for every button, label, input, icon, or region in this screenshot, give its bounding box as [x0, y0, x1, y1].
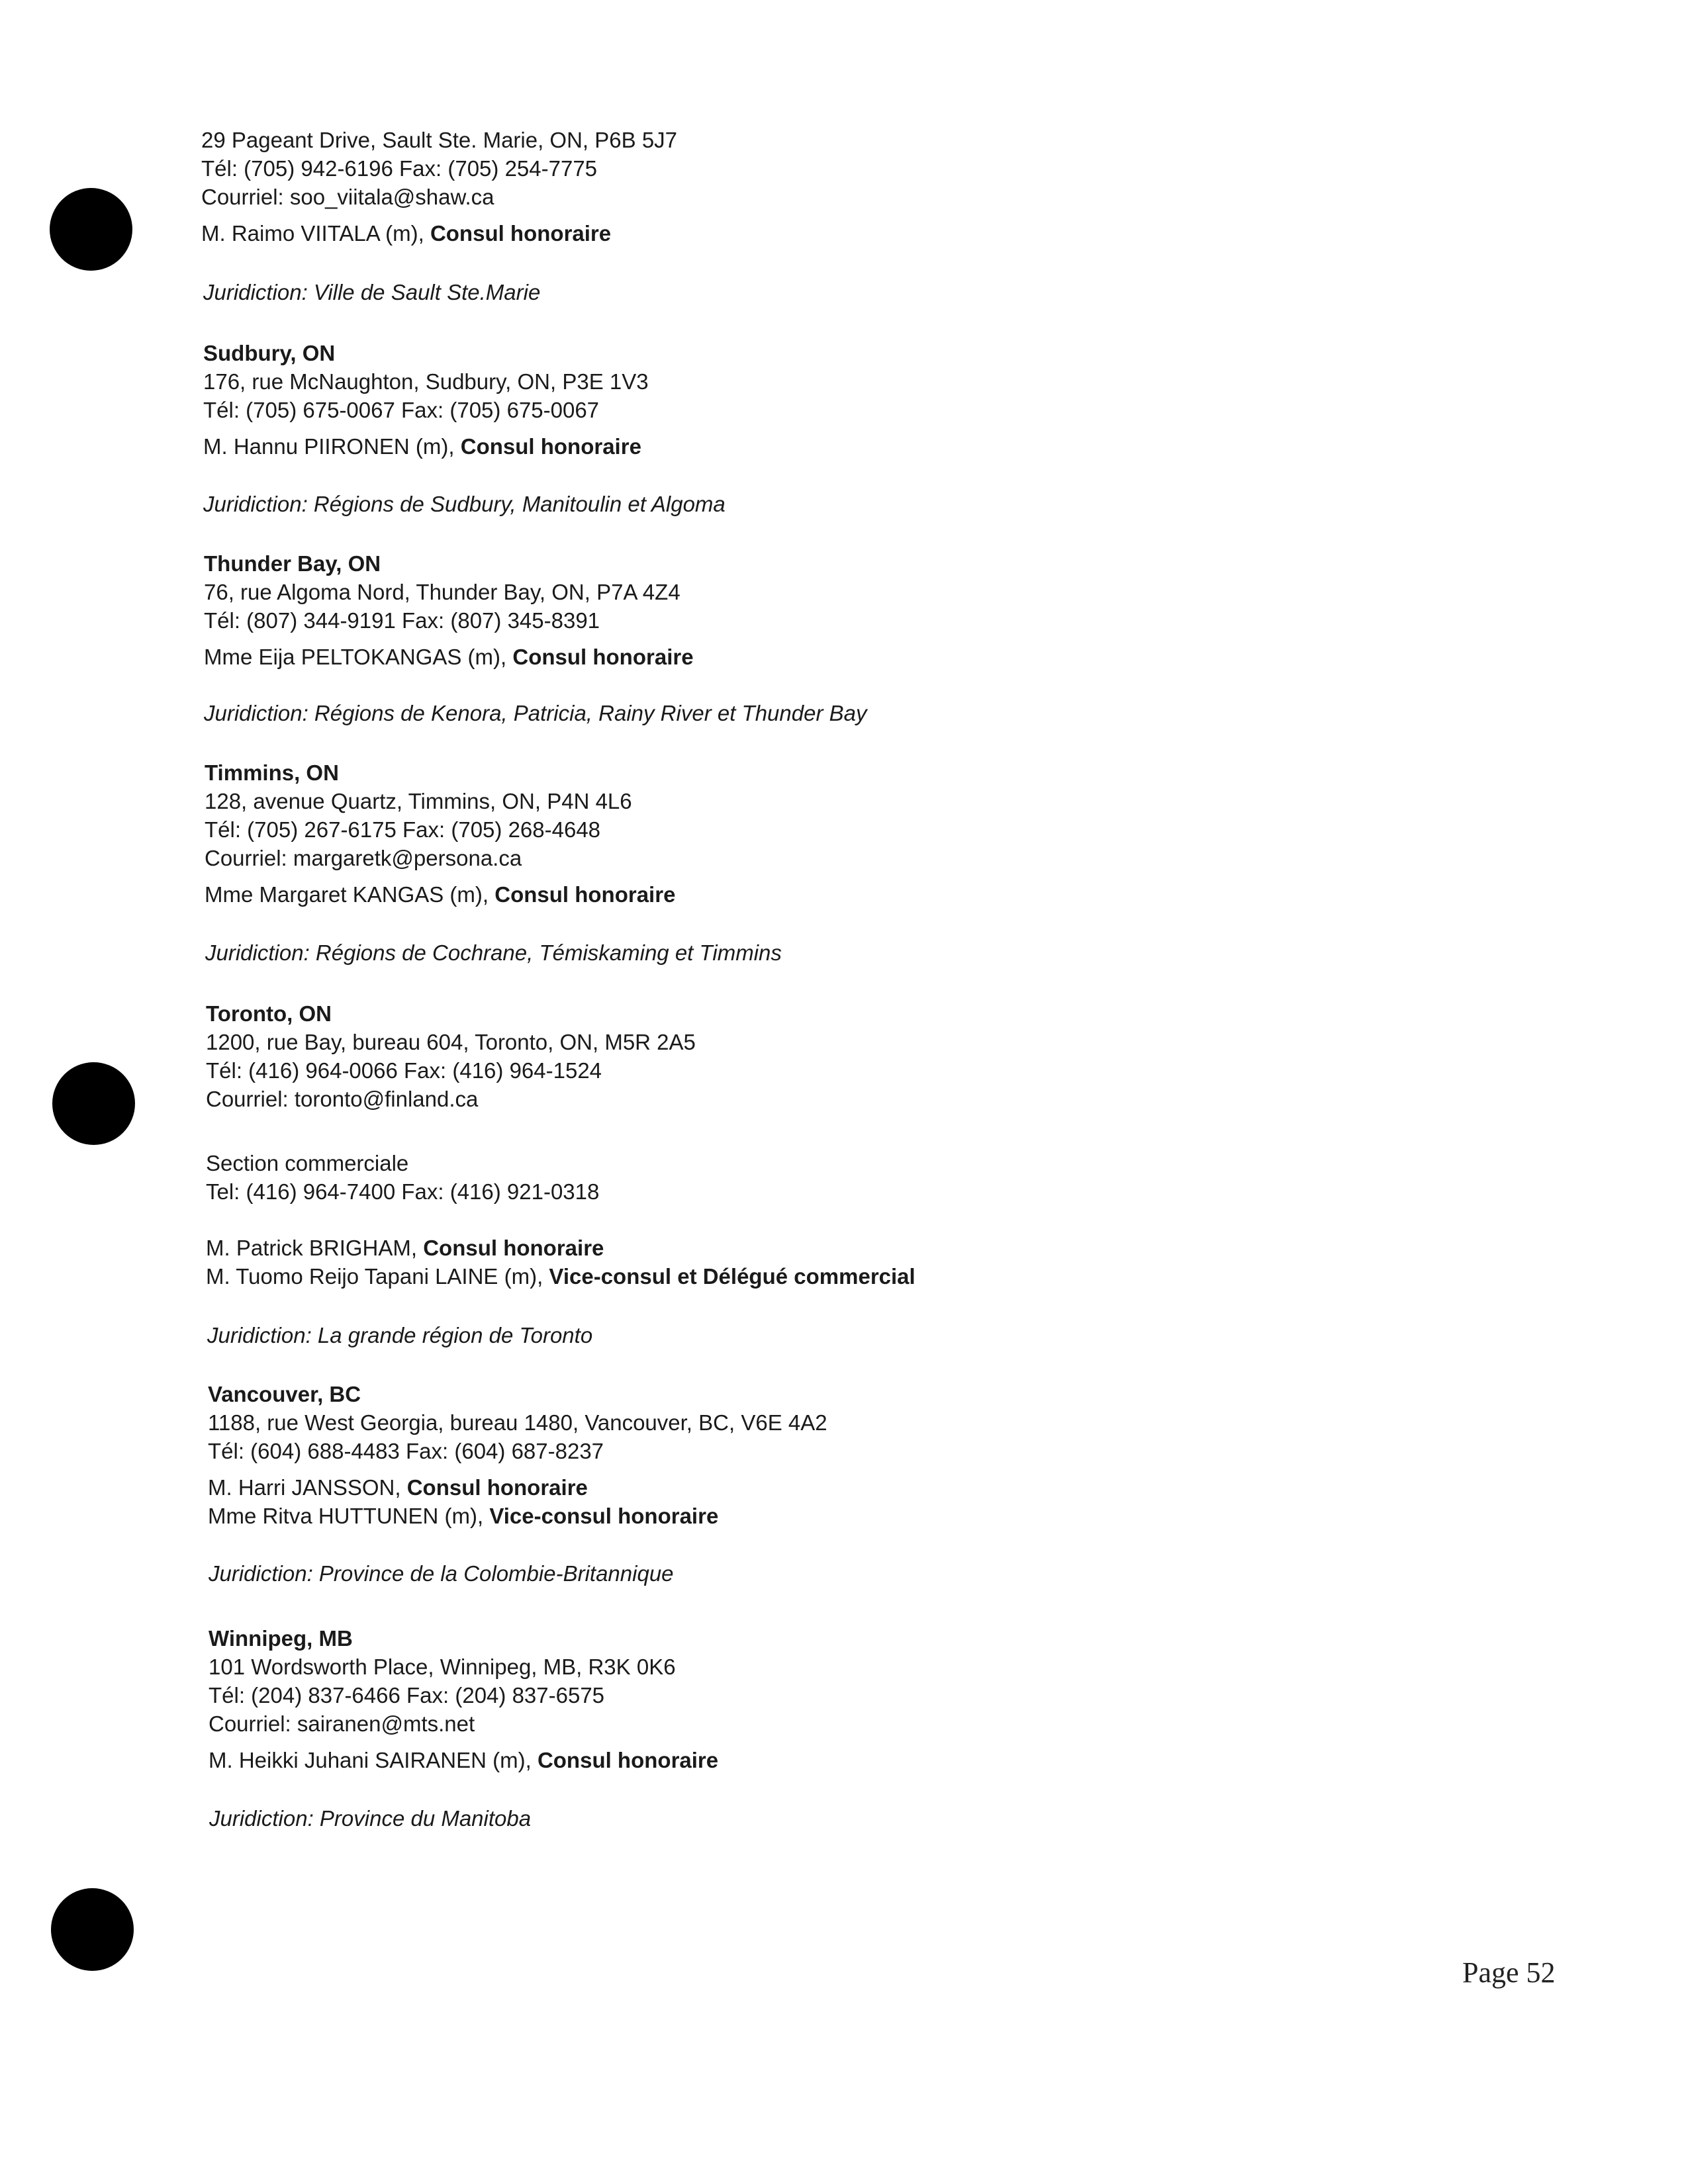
- consulate-entry: [203, 339, 1395, 461]
- phone-fax: Tél: (204) 837-6466 Fax: (204) 837-6575: [209, 1683, 605, 1707]
- official-name: Mme Ritva HUTTUNEN (m),: [208, 1504, 490, 1528]
- jurisdiction: Juridiction: La grande région de Toronto: [207, 1323, 593, 1347]
- phone-fax: Tél: (807) 344-9191 Fax: (807) 345-8391: [204, 608, 600, 633]
- phone-fax: Tél: (705) 675-0067 Fax: (705) 675-0067: [203, 398, 600, 422]
- address: 1200, rue Bay, bureau 604, Toronto, ON, M5R 2A5: [206, 1030, 696, 1054]
- consulate-entry: [205, 758, 1396, 909]
- address: 1188, rue West Georgia, bureau 1480, Vancouver, BC, V6E 4A2: [208, 1410, 827, 1435]
- official-title: Consul honoraire: [494, 882, 676, 907]
- city-heading: Toronto, ON: [206, 1001, 332, 1026]
- official-name: Mme Eija PELTOKANGAS (m),: [204, 645, 513, 669]
- address: 29 Pageant Drive, Sault Ste. Marie, ON, P6B 5J7: [201, 128, 678, 152]
- official-title: Consul honoraire: [406, 1475, 588, 1500]
- jurisdiction: Juridiction: Ville de Sault Ste.Marie: [203, 280, 541, 304]
- official-name: M. Harri JANSSON,: [208, 1475, 407, 1500]
- phone-fax: Tél: (705) 942-6196 Fax: (705) 254-7775: [201, 156, 598, 181]
- official-title: Consul honoraire: [460, 434, 641, 459]
- jurisdiction: Juridiction: Régions de Cochrane, Témiskaming et Timmins: [205, 940, 782, 965]
- punch-hole: [50, 188, 132, 271]
- address: 128, avenue Quartz, Timmins, ON, P4N 4L6: [205, 789, 632, 813]
- official-name: M. Heikki Juhani SAIRANEN (m),: [209, 1748, 538, 1772]
- phone-fax: Tél: (604) 688-4483 Fax: (604) 687-8237: [208, 1439, 604, 1463]
- official: [209, 1746, 1400, 1774]
- jurisdiction: Juridiction: Régions de Sudbury, Manitoulin et Algoma: [203, 492, 726, 516]
- phone-fax: Tél: (705) 267-6175 Fax: (705) 268-4648: [205, 817, 601, 842]
- consulate-entry: [201, 126, 1393, 248]
- official: [204, 643, 1395, 671]
- officials-list: [206, 1234, 1397, 1291]
- city-heading: Winnipeg, MB: [209, 1626, 353, 1651]
- official-name: M. Raimo VIITALA (m),: [201, 221, 430, 246]
- official: [206, 1234, 1397, 1262]
- official-name: M. Hannu PIIRONEN (m),: [203, 434, 461, 459]
- consulate-entry: [209, 1624, 1400, 1774]
- city-heading: Vancouver, BC: [208, 1382, 361, 1406]
- official: [208, 1502, 1399, 1530]
- official-name: M. Tuomo Reijo Tapani LAINE (m),: [206, 1264, 549, 1289]
- consulate-entry: [208, 1380, 1399, 1530]
- email: Courriel: soo_viitala@shaw.ca: [201, 185, 494, 209]
- official: [201, 219, 1393, 248]
- email: Courriel: toronto@finland.ca: [206, 1087, 479, 1111]
- official-title: Vice-consul honoraire: [489, 1504, 719, 1528]
- section-phone-fax: Tel: (416) 964-7400 Fax: (416) 921-0318: [206, 1179, 600, 1204]
- consulate-entry: [204, 549, 1395, 671]
- official: [205, 880, 1396, 909]
- commercial-section: [206, 1149, 1397, 1206]
- jurisdiction: Juridiction: Régions de Kenora, Patricia, Rainy River et Thunder Bay: [204, 701, 867, 725]
- punch-hole: [52, 1062, 135, 1145]
- jurisdiction: Juridiction: Province du Manitoba: [209, 1806, 532, 1831]
- official: [206, 1262, 1397, 1291]
- address: 176, rue McNaughton, Sudbury, ON, P3E 1V3: [203, 369, 649, 394]
- official: [203, 432, 1395, 461]
- section-heading: Section commerciale: [206, 1151, 409, 1175]
- consulate-entry: [206, 999, 1397, 1113]
- jurisdiction: Juridiction: Province de la Colombie-Britannique: [209, 1561, 674, 1586]
- official-title: Consul honoraire: [537, 1748, 719, 1772]
- email: Courriel: sairanen@mts.net: [209, 1711, 475, 1736]
- address: 101 Wordsworth Place, Winnipeg, MB, R3K 0K6: [209, 1655, 676, 1679]
- official-name: Mme Margaret KANGAS (m),: [205, 882, 495, 907]
- email: Courriel: margaretk@persona.ca: [205, 846, 522, 870]
- city-heading: Timmins, ON: [205, 760, 339, 785]
- city-heading: Thunder Bay, ON: [204, 551, 381, 576]
- city-heading: Sudbury, ON: [203, 341, 336, 365]
- phone-fax: Tél: (416) 964-0066 Fax: (416) 964-1524: [206, 1058, 602, 1083]
- official-title: Consul honoraire: [512, 645, 694, 669]
- official-title: Consul honoraire: [423, 1236, 604, 1260]
- official: [208, 1473, 1399, 1502]
- official-title: Consul honoraire: [430, 221, 612, 246]
- address: 76, rue Algoma Nord, Thunder Bay, ON, P7A 4Z4: [204, 580, 680, 604]
- official-name: M. Patrick BRIGHAM,: [206, 1236, 424, 1260]
- page-number: Page 52: [1462, 1956, 1556, 1989]
- official-title: Vice-consul et Délégué commercial: [549, 1264, 915, 1289]
- punch-hole: [51, 1888, 134, 1971]
